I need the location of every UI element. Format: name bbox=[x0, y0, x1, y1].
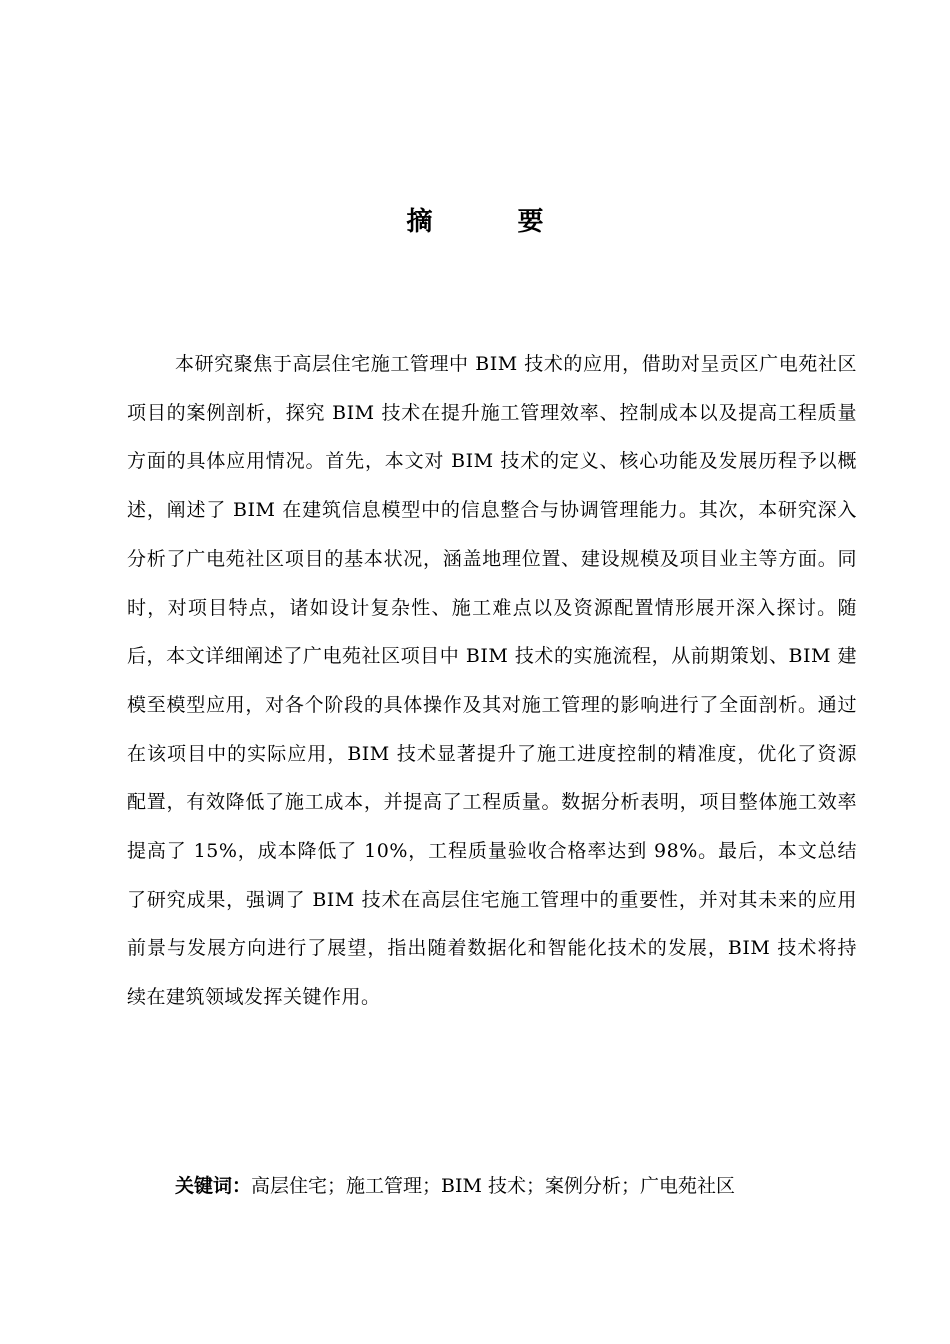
abstract-body: 本研究聚焦于高层住宅施工管理中 BIM 技术的应用，借助对呈贡区广电苑社区项目的案例剖析，探究 BIM 技术在提升施工管理效率、控制成本以及提高工程质量方面的具体应用情况。首先，本文对 BIM 技术的定义、核心功能及发展历程予以概述，阐述了 BIM 在建筑信息模型中的信息整合与协调管理能力。其次，本研究深入分析了广电苑社区项目的基本状况，涵盖地理位置、建设规模及项目业主等方面。同时，对项目特点，诸如设计复杂性、施工难点以及资源配置情形展开深入探讨。随后，本文详细阐述了广电苑社区项目中 BIM 技术的实施流程，从前期策划、BIM 建模至模型应用，对各个阶段的具体操作及其对施工管理的影响进行了全面剖析。通过在该项目中的实际应用，BIM 技术显著提升了施工进度控制的精准度，优化了资源配置，有效降低了施工成本，并提高了工程质量。数据分析表明，项目整体施工效率提高了 15%，成本降低了 10%，工程质量验收合格率达到 98%。最后，本文总结了研究成果，强调了 BIM 技术在高层住宅施工管理中的重要性，并对其未来的应用前景与发展方向进行了展望，指出随着数据化和智能化技术的发展，BIM 技术将持续在建筑领域发挥关键作用。 bbox=[127, 353, 857, 1009]
keywords-line bbox=[175, 1166, 875, 1206]
page-title: 摘 要 bbox=[406, 207, 582, 237]
keywords-label: 关键词： bbox=[175, 1175, 252, 1197]
keywords-value: 高层住宅；施工管理；BIM 技术；案例分析；广电苑社区 bbox=[251, 1175, 735, 1197]
